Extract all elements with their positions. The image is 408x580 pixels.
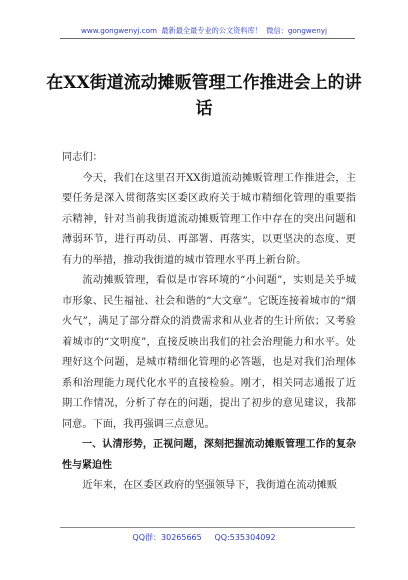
section-heading: 一、认清形势，正视问题，深刻把握流动摊贩管理工作的复杂性与紧迫性 [62,439,356,471]
document-title: 在XX街道流动摊贩管理工作推进会上的讲话 [46,73,362,119]
body-paragraph: 今天，我们在这里召开XX街道流动摊贩管理工作推进会，主要任务是深入贯彻落实区委区政府关于城市精细化管理的重要指示精神，针对当前我街道流动摊贩管理工作中存在的突出问题和薄弱环节，进行再动员、再部署、再落实，以更坚决的态度、更有力的举措，推动我街道的城市管理水平再上新台阶。 [62,172,356,266]
salutation: 同志们： [62,152,103,163]
footer-divider [60,527,355,528]
header-site-link[interactable]: www.gongwenyj.com [80,26,158,35]
body-paragraph: 近年来，在区委区政府的坚强领导下，我街道在流动摊贩 [82,480,338,491]
header-wechat: 微信：gongwenyj [266,26,328,35]
footer-qq: QQ:535304092 [214,533,276,542]
header-slogan: 最新最全最专业的公文资料库！ [161,26,262,35]
document-body [62,148,356,497]
header-divider [60,38,355,39]
page-footer [0,532,408,543]
body-paragraph: 流动摊贩管理，看似是市容环境的“小问题”，实则是关乎城市形象、民生福祉、社会和谐的“大文章”。它既连接着城市的“烟火气”，满足了部分群众的消费需求和从业者的生计所依；又考验着城市的“文明度”，直接反映出我们的社会治理能力和水平。处理好这个问题，是城市精细化管理的必答题，也是对我们治理体系和治理能力现代化水平的直接检验。刚才，相关同志通报了近期工作情况，分析了存在的问题，提出了初步的意见建议，我都同意。下面，我再强调三点意见。 [62,275,356,430]
page-header [0,26,408,36]
footer-qq-group: QQ群：30265665 [132,533,202,542]
